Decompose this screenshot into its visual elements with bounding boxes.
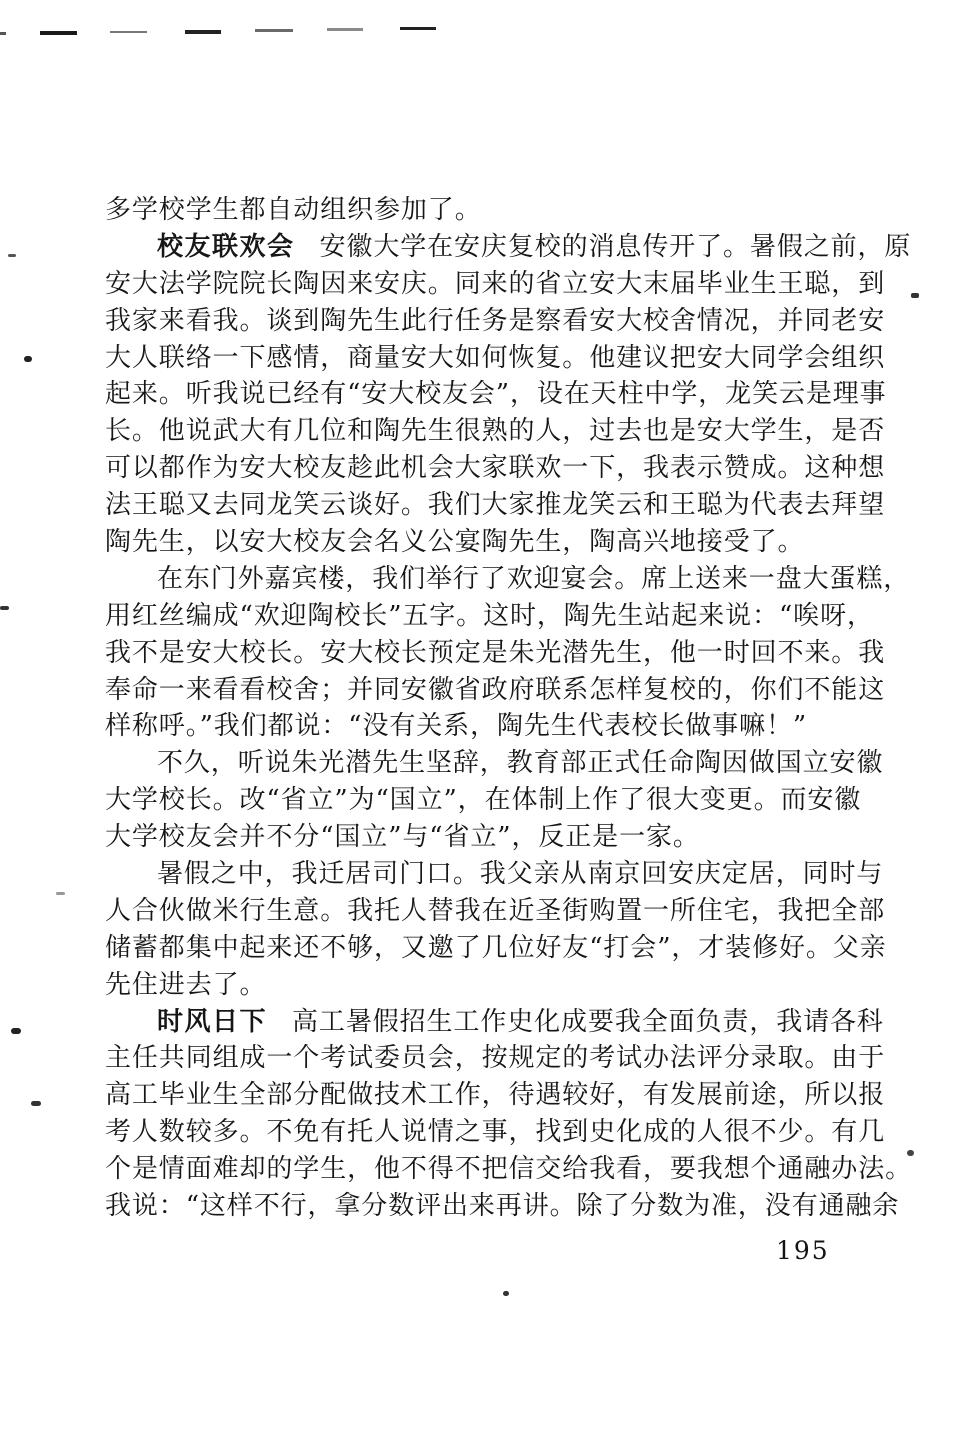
text-line [105,524,865,561]
scan-dash [40,31,77,35]
text-line [105,1114,886,1151]
scan-dash [400,27,436,30]
line-text: 奉命一来看看校舍；并同安徽省政府联系怎样复校的，你们不能这 [105,674,886,705]
line-text: 起来。听我说已经有“安大校友会”，设在天柱中学，龙笑云是理事 [105,379,887,410]
text-line [105,1077,886,1114]
line-text: 长。他说武大有几位和陶先生很熟的人，过去也是安大学生，是否 [105,416,886,447]
text-line [105,413,886,450]
line-text: 多学校学生都自动组织参加了。 [105,195,482,225]
line-text: 样称呼。”我们都说：“没有关系，陶先生代表校长做事嘛！” [105,711,808,742]
scan-speck [911,293,919,298]
text-line [105,1151,913,1188]
scan-speck [56,892,65,895]
text-line [105,450,886,487]
line-text: 大学校长。改“省立”为“国立”，在体制上作了很大变更。而安徽 [105,785,862,816]
text-line [105,893,886,930]
scan-speck [24,356,32,362]
text-line [105,856,884,893]
text-line [105,819,865,856]
line-text: 先住进去了。 [105,969,267,1000]
text-line [105,1040,886,1077]
text-line [105,598,874,635]
scan-speck [0,606,9,610]
run-in-heading: 校友联欢会 [157,231,295,262]
run-in-heading: 时风日下 [157,1006,268,1037]
scan-dash [0,32,6,35]
scan-speck [11,1028,21,1034]
scan-dash [185,30,221,34]
line-text: 可以都作为安大校友趁此机会大家联欢一下，我表示赞成。这种想 [105,453,886,484]
line-text: 高工暑假招生工作史化成要我全面负责，我请各科 [292,1006,884,1037]
text-line [105,266,886,303]
page-number: 195 [776,1236,830,1265]
line-text: 储蓄都集中起来还不够，又邀了几位好友“打会”，才装修好。父亲 [105,932,887,963]
scan-speck [503,1291,509,1296]
line-text: 安徽大学在安庆复校的消息传开了。暑假之前，原 [319,231,912,262]
scan-dash [327,28,363,31]
line-text: 我家来看我。谈到陶先生此行任务是察看安大校舍情况，并同老安 [105,305,886,336]
line-text: 大人联络一下感情，商量安大如何恢复。他建议把安大同学会组织 [105,342,886,373]
text-line [105,192,865,229]
text-line [105,672,886,709]
line-text: 用红丝编成“欢迎陶校长”五字。这时，陶先生站起来说：“唉呀， [105,600,874,631]
line-text: 个是情面难却的学生，他不得不把信交给我看，要我想个通融办法。 [105,1154,913,1185]
scan-speck [8,254,16,257]
text-line [105,782,865,819]
line-text: 大学校友会并不分“国立”与“省立”，反正是一家。 [105,822,700,853]
line-text: 我不是安大校长。安大校长预定是朱光潜先生，他一时回不来。我 [105,637,886,668]
text-line [105,303,886,340]
line-text: 不久，听说朱光潜先生坚辞，教育部正式任命陶因做国立安徽 [157,748,884,779]
text-line [105,229,912,266]
line-text: 法王聪又去同龙笑云谈好。我们大家推龙笑云和王聪为代表去拜望 [105,490,886,521]
scan-dash [110,31,147,33]
text-line [105,745,884,782]
scan-dash [255,29,293,32]
text-block [105,192,913,1225]
text-line [105,708,865,745]
line-text: 考人数较多。不免有托人说情之事，找到史化成的人很不少。有几 [105,1117,886,1148]
text-line [105,1004,884,1041]
line-text: 在东门外嘉宾楼，我们举行了欢迎宴会。席上送来一盘大蛋糕， [157,563,911,594]
text-line [105,930,887,967]
line-text: 安大法学院院长陶因来安庆。同来的省立安大末届毕业生王聪，到 [105,268,886,299]
line-text: 高工毕业生全部分配做技术工作，待遇较好，有发展前途，所以报 [105,1080,886,1111]
text-line [105,376,887,413]
text-line [105,967,865,1004]
line-text: 主任共同组成一个考试委员会，按规定的考试办法评分录取。由于 [105,1043,886,1074]
text-line [105,1188,900,1225]
scan-speck [31,1101,41,1106]
line-text: 我说：“这样不行，拿分数评出来再讲。除了分数为准，没有通融余 [105,1191,900,1222]
line-text: 人合伙做米行生意。我托人替我在近圣街购置一所住宅，我把全部 [105,895,886,926]
line-text: 暑假之中，我迁居司门口。我父亲从南京回安庆定居，同时与 [157,859,884,890]
text-line [105,340,886,377]
text-line [105,487,886,524]
text-line [105,635,886,672]
line-text: 陶先生，以安大校友会名义公宴陶先生，陶高兴地接受了。 [105,527,805,558]
text-line [105,561,911,598]
